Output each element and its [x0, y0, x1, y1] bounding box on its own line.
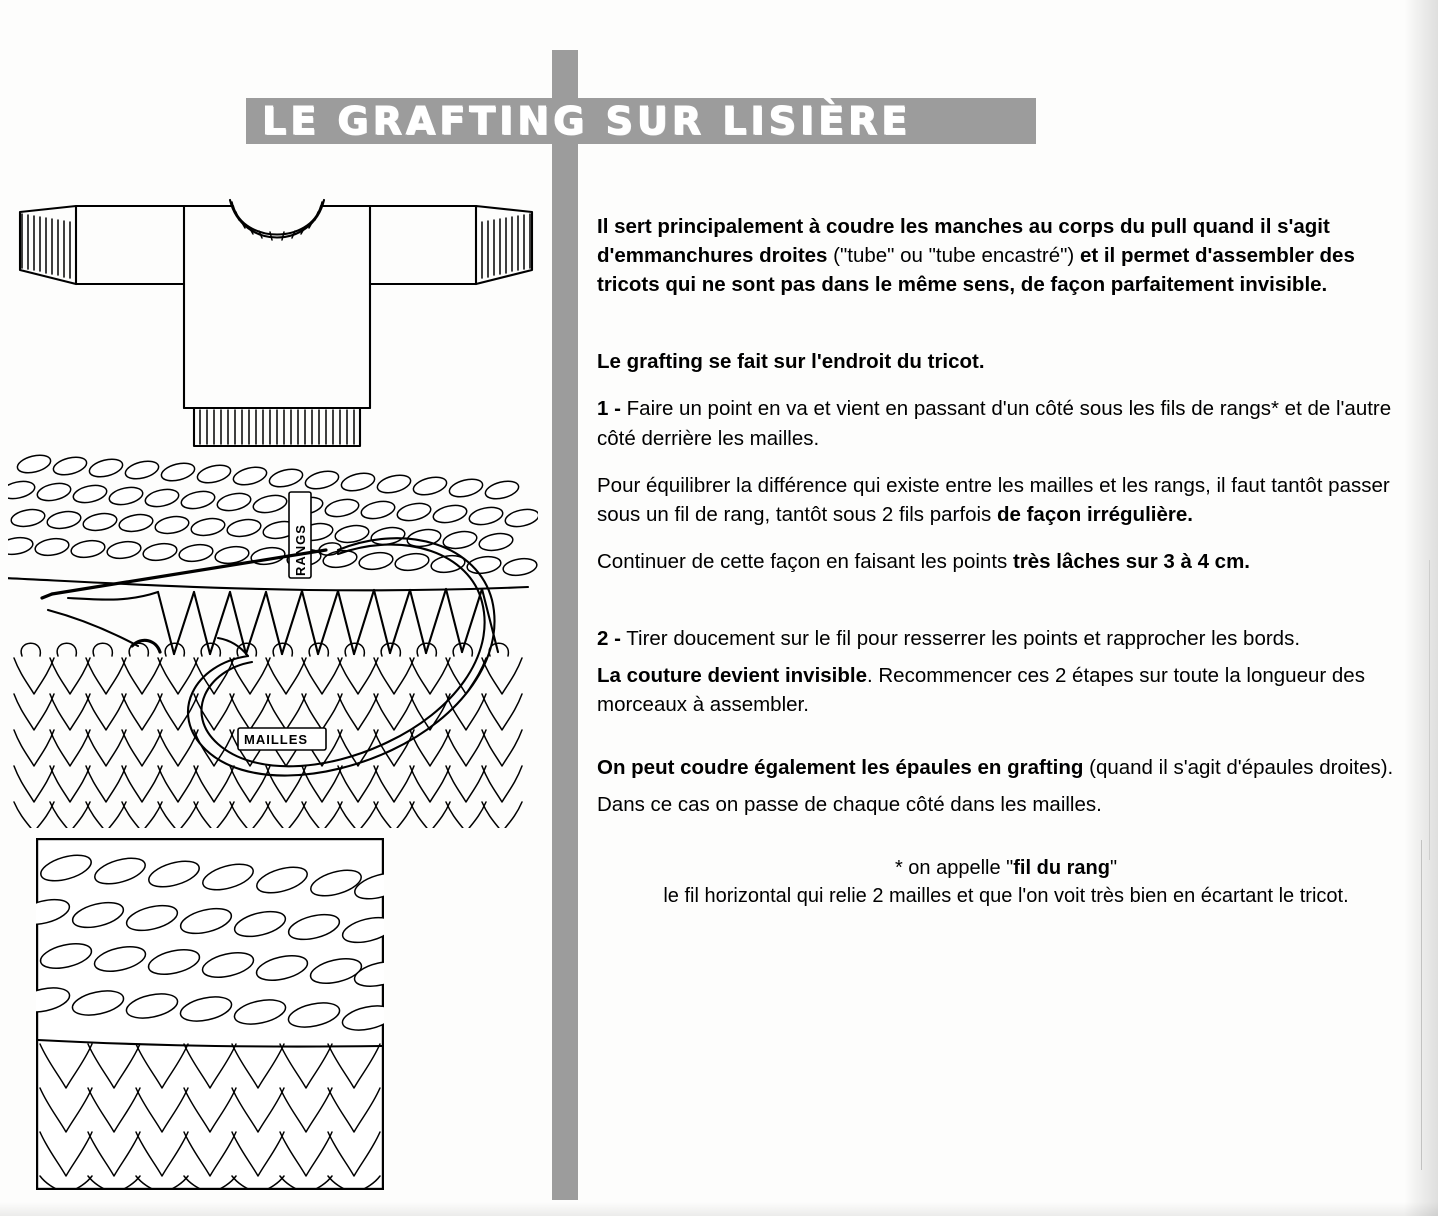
- label-rangs: [289, 492, 311, 578]
- body-heading: Le grafting se fait sur l'endroit du tricot.: [597, 350, 985, 374]
- intro-part1: Il sert principalement à coudre les manches au corps du pull quand il s'agit d'emmanchures droites: [597, 215, 1330, 268]
- balance-text-a: Pour équilibrer la différence qui existe entre les mailles et les rangs, il faut tantôt passer sous un fil de rang, tantôt sous 2 fils parfois: [597, 473, 1390, 526]
- shoulders-paragraph: [597, 753, 1415, 782]
- instructions-column: [597, 212, 1415, 910]
- continue-text-a: Continuer de cette façon en faisant les points: [597, 549, 1008, 573]
- label-mailles-text: MAILLES: [244, 732, 309, 747]
- continue-text-b: très lâches sur 3 à 4 cm.: [1012, 549, 1250, 573]
- footnote-line-1-c: ": [1109, 856, 1118, 879]
- upper-fabric: [8, 452, 538, 590]
- shoulders-rest: (quand il s'agit d'épaules droites).: [1089, 756, 1394, 780]
- step-2-rest: . Recommencer ces 2 étapes sur toute la longueur des morceaux à assembler.: [597, 664, 1365, 717]
- shoulders-bold: On peut coudre également les épaules en grafting: [597, 756, 1084, 780]
- shoulders-line-2: Dans ce cas on passe de chaque côté dans les mailles.: [597, 793, 1102, 817]
- intro-part2: ("tube" ou "tube encastré"): [833, 244, 1075, 268]
- scan-edge-shadow-bottom: [0, 1202, 1438, 1216]
- balance-paragraph: [597, 471, 1415, 529]
- step-2-invisible-seam: [597, 661, 1415, 719]
- continue-paragraph: [597, 547, 1415, 576]
- lower-fabric: [14, 643, 522, 828]
- intro-part3: et il permet d'assembler des tricots qui ne sont pas dans le même sens, de façon parfaitement invisible.: [597, 244, 1355, 297]
- step-1: [597, 394, 1415, 452]
- step-2-number: 2 -: [597, 626, 621, 650]
- footnote: [597, 854, 1415, 910]
- step-2-text: Tirer doucement sur le fil pour resserrer les points et rapprocher les bords.: [626, 626, 1301, 650]
- page-title: LE GRAFTING SUR LISIÈRE: [262, 99, 912, 143]
- footnote-line-1-b: fil du rang: [1013, 856, 1110, 879]
- scan-artifact-line-1: [1421, 840, 1422, 1170]
- label-mailles: [238, 728, 326, 750]
- figure-grafting-diagram: [8, 450, 538, 828]
- step-1-number: 1 -: [597, 397, 621, 421]
- step-1-text: Faire un point en va et vient en passant d'un côté sous les fils de rangs* et de l'autre côté derrière les mailles.: [597, 397, 1392, 450]
- footnote-line-1: [597, 854, 1415, 882]
- figure-finished-swatch: [36, 838, 384, 1190]
- scan-artifact-line-2: [1429, 560, 1430, 860]
- footnote-line-2: le fil horizontal qui relie 2 mailles et que l'on voit très bien en écartant le tricot.: [663, 884, 1349, 907]
- step-2-bold: La couture devient invisible: [597, 664, 867, 688]
- balance-text-b: de façon irrégulière.: [996, 502, 1193, 526]
- step-2: [597, 624, 1415, 653]
- footnote-line-1-a: * on appelle ": [894, 856, 1014, 879]
- label-rangs-text: RANGS: [293, 524, 308, 576]
- figure-sweater-schematic: [8, 198, 544, 448]
- vertical-divider-rule: [552, 50, 578, 1200]
- intro-paragraph: [597, 212, 1415, 299]
